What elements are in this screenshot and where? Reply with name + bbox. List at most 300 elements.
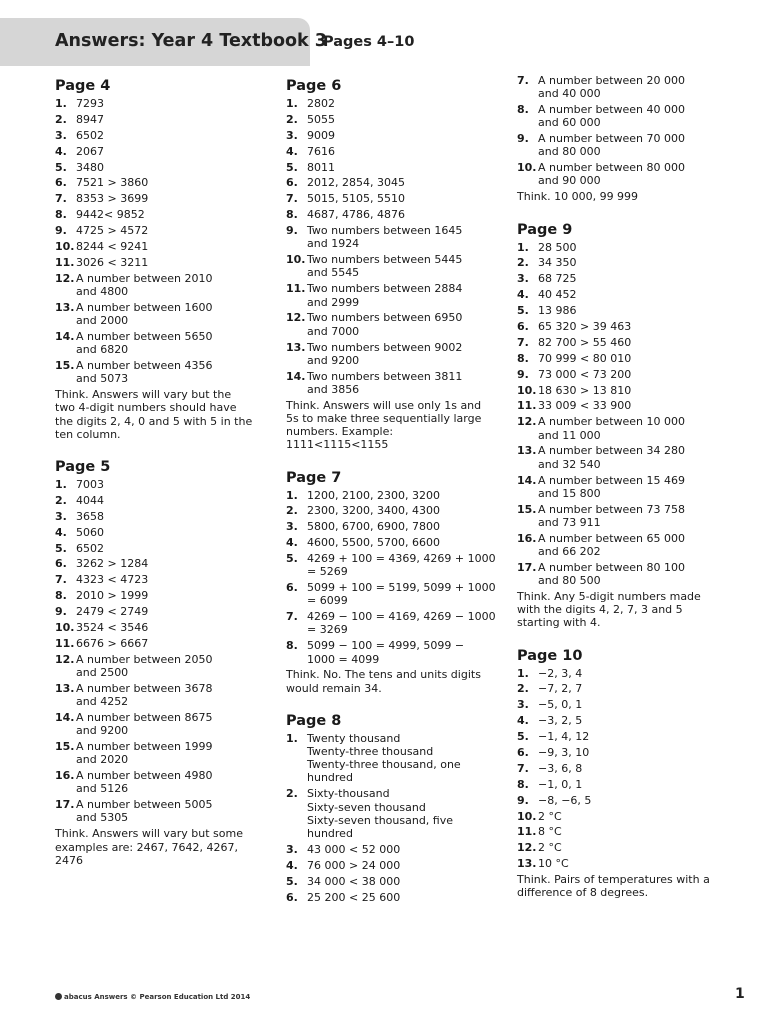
answer-text: −8, −6, 5: [538, 793, 592, 807]
answer-text: A number between 65 000 and 66 202: [538, 531, 686, 558]
answer-number: 8.: [55, 208, 67, 222]
answer-number: 2.: [55, 493, 67, 507]
answer-text: 82 700 > 55 460: [538, 335, 632, 349]
answer-item: [517, 103, 729, 129]
answer-section: [286, 76, 498, 452]
answer-number: 10.: [517, 383, 537, 397]
answer-text: 34 000 < 38 000: [307, 874, 401, 888]
answer-number: 5.: [517, 304, 529, 318]
answer-text: 70 999 < 80 010: [538, 351, 632, 365]
answer-item: [55, 605, 267, 618]
answer-item: [55, 256, 267, 269]
answer-number: 7.: [517, 335, 529, 349]
answer-item: [55, 557, 267, 570]
answer-text: 8 °C: [538, 825, 562, 839]
answer-item: [55, 653, 267, 679]
answer-number: 9.: [517, 132, 529, 146]
answer-text: A number between 10 000 and 11 000: [538, 415, 686, 442]
answer-number: 14.: [55, 710, 75, 724]
answer-number: 12.: [55, 271, 75, 285]
answer-item: [55, 589, 267, 602]
answer-text: 7616: [307, 144, 335, 158]
answer-number: 7.: [517, 74, 529, 87]
answer-text: 5055: [307, 112, 335, 126]
answer-item: [517, 132, 729, 158]
answer-item: [55, 478, 267, 491]
answer-text: A number between 40 000 and 60 000: [538, 103, 686, 130]
answer-item: [55, 113, 267, 126]
answer-item: [286, 489, 498, 502]
answer-number: 4.: [517, 288, 529, 302]
answer-text: 5060: [76, 525, 104, 539]
answer-text: 4687, 4786, 4876: [307, 208, 405, 222]
answer-item: [517, 320, 729, 333]
answer-number: 5.: [55, 160, 67, 174]
answer-number: 7.: [55, 573, 67, 587]
answer-item: [517, 304, 729, 317]
answer-number: 11.: [55, 255, 75, 269]
answer-number: 4.: [55, 144, 67, 158]
answer-number: 9.: [55, 224, 67, 238]
answer-number: 8.: [517, 103, 529, 117]
answer-number: 1.: [286, 488, 298, 502]
answer-text: −9, 3, 10: [538, 746, 590, 759]
answer-number: 9.: [517, 793, 529, 807]
answer-number: 6.: [517, 746, 529, 759]
answer-number: 4.: [286, 536, 298, 550]
answer-column-1: [55, 74, 267, 883]
answer-number: 1.: [55, 477, 67, 491]
answer-number: 3.: [55, 128, 67, 142]
answer-text: 2479 < 2749: [76, 605, 149, 619]
answer-text: A number between 4980 and 5126: [76, 769, 213, 796]
answer-number: 6.: [517, 320, 529, 334]
answer-text: 3524 < 3546: [76, 621, 149, 634]
think-note: Think. Answers will vary but the two 4-digit numbers should have the digits 2, 4, 0 and 5 with 5 in the ten column.: [55, 388, 253, 441]
answer-item: [517, 161, 729, 187]
answer-text: −3, 2, 5: [538, 714, 583, 728]
answer-text: 4044: [76, 493, 104, 507]
abacus-logo-icon: [55, 993, 62, 1000]
answer-text: 5015, 5105, 5510: [307, 192, 405, 206]
answer-item: [286, 113, 498, 126]
answer-number: 10.: [286, 253, 306, 267]
answer-text: 5099 − 100 = 4999, 5099 − 1000 = 4099: [307, 639, 465, 666]
answer-number: 5.: [286, 874, 298, 888]
answer-number: 12.: [286, 311, 306, 325]
answer-number: 1.: [55, 97, 67, 110]
answer-number: 7.: [517, 761, 529, 775]
answer-text: −1, 4, 12: [538, 730, 590, 744]
answer-text: A number between 73 758 and 73 911: [538, 502, 686, 529]
answer-item: [55, 224, 267, 237]
answer-number: 17.: [517, 560, 537, 574]
answer-number: 8.: [517, 351, 529, 365]
answer-number: 12.: [55, 652, 75, 666]
answer-number: 9.: [55, 605, 67, 619]
answer-item: [55, 330, 267, 356]
answer-item: [517, 762, 729, 775]
answer-item: [286, 639, 498, 665]
answer-item: [55, 145, 267, 158]
answer-item: [55, 208, 267, 221]
answer-item: [517, 256, 729, 269]
answer-number: 6.: [286, 890, 298, 904]
answer-text: 68 725: [538, 272, 577, 286]
answer-number: 11.: [517, 399, 537, 413]
answer-item: [55, 240, 267, 253]
answer-text: 1200, 2100, 2300, 3200: [307, 488, 440, 502]
answer-number: 3.: [286, 520, 298, 534]
answer-item: [55, 161, 267, 174]
answer-text: 2802: [307, 97, 335, 110]
answer-text: 3658: [76, 509, 104, 523]
answer-item: [286, 552, 498, 578]
answer-item: [55, 573, 267, 586]
answer-text: Two numbers between 3811 and 3856: [307, 369, 463, 396]
answer-item: [55, 494, 267, 507]
section-title: Page 10: [517, 647, 583, 664]
answer-item: [55, 129, 267, 142]
answer-text: A number between 2010 and 4800: [76, 271, 213, 298]
answer-item: [55, 301, 267, 327]
answer-item: [286, 787, 498, 840]
answer-item: [55, 526, 267, 539]
answer-item: [286, 282, 498, 308]
answer-number: 12.: [517, 841, 537, 855]
answer-item: [286, 536, 498, 549]
answer-text: 8353 > 3699: [76, 192, 149, 206]
answer-item: [55, 176, 267, 189]
think-note: Think. 10 000, 99 999: [517, 190, 639, 204]
answer-text: A number between 4356 and 5073: [76, 359, 213, 386]
answer-text: A number between 80 100 and 80 500: [538, 560, 686, 588]
answer-item: [55, 97, 267, 110]
answer-item: [517, 794, 729, 807]
section-title: Page 8: [286, 712, 342, 729]
think-note: Think. Any 5-digit numbers made with the digits 4, 2, 7, 3 and 5 starting with 4.: [517, 589, 701, 630]
section-title: Page 9: [517, 221, 573, 238]
think-note: Think. Pairs of temperatures with a difference of 8 degrees.: [517, 873, 710, 900]
answer-text: 2300, 3200, 3400, 4300: [307, 504, 440, 518]
answer-text: 8244 < 9241: [76, 240, 149, 254]
answer-number: 10.: [517, 809, 537, 823]
answer-number: 3.: [55, 509, 67, 523]
answer-number: 10.: [517, 161, 537, 175]
answer-text: 73 000 < 73 200: [538, 367, 632, 381]
answer-text: A number between 2050 and 2500: [76, 652, 213, 679]
answer-item: [517, 841, 729, 854]
answer-item: [286, 253, 498, 279]
answer-text: 43 000 < 52 000: [307, 842, 401, 856]
answer-text: 8947: [76, 112, 104, 126]
answer-text: A number between 1600 and 2000: [76, 300, 213, 328]
answer-text: 2 °C: [538, 809, 562, 823]
answer-item: [286, 161, 498, 174]
answer-text: 5099 + 100 = 5199, 5099 + 1000 = 6099: [307, 581, 496, 608]
answer-text: 4323 < 4723: [76, 573, 149, 587]
answer-text: A number between 15 469 and 15 800: [538, 473, 686, 500]
answer-text: A number between 20 000 and 40 000: [538, 74, 686, 101]
answer-item: [286, 875, 498, 888]
answer-number: 7.: [286, 192, 298, 206]
answer-number: 6.: [55, 557, 67, 571]
answer-item: [517, 368, 729, 381]
answer-item: [517, 778, 729, 791]
answer-number: 11.: [286, 282, 306, 296]
answer-item: [517, 825, 729, 838]
answer-section: [517, 646, 729, 900]
answer-item: [286, 129, 498, 142]
answer-item: [55, 621, 267, 634]
answer-number: 16.: [55, 769, 75, 783]
answer-item: [286, 891, 498, 904]
answer-text: Two numbers between 5445 and 5545: [307, 253, 463, 280]
answer-text: 7293: [76, 97, 104, 110]
answer-item: [517, 474, 729, 500]
answer-item: [55, 359, 267, 385]
answer-text: 65 320 > 39 463: [538, 320, 632, 334]
answer-number: 2.: [286, 787, 298, 801]
answer-item: [517, 698, 729, 711]
answer-item: [286, 520, 498, 533]
answer-text: 6676 > 6667: [76, 636, 149, 650]
answer-number: 13.: [517, 444, 537, 458]
answer-number: 7.: [286, 610, 298, 624]
answer-item: [517, 503, 729, 529]
answer-number: 5.: [286, 552, 298, 566]
answer-text: 28 500: [538, 240, 577, 254]
answer-text: 7521 > 3860: [76, 176, 149, 190]
answer-number: 15.: [517, 502, 537, 516]
answer-text: 9009: [307, 128, 335, 142]
answer-item: [517, 532, 729, 558]
answer-number: 3.: [286, 128, 298, 142]
answer-number: 6.: [55, 176, 67, 190]
answer-text: A number between 5005 and 5305: [76, 798, 213, 825]
answer-number: 13.: [517, 857, 537, 871]
answer-item: [517, 730, 729, 743]
answer-text: 2067: [76, 144, 104, 158]
answer-number: 14.: [286, 369, 306, 383]
answer-text: 25 200 < 25 600: [307, 890, 401, 904]
answer-number: 4.: [286, 144, 298, 158]
answer-section: [517, 220, 729, 630]
answer-number: 11.: [55, 636, 75, 650]
page-range: Pages 4–10: [323, 34, 415, 50]
answer-section: [55, 457, 267, 867]
answer-number: 4.: [286, 858, 298, 872]
answer-text: −7, 2, 7: [538, 682, 583, 696]
answer-text: 4269 + 100 = 4369, 4269 + 1000 = 5269: [307, 552, 496, 579]
answer-text: Two numbers between 1645 and 1924: [307, 224, 463, 251]
answer-text: 4269 − 100 = 4169, 4269 − 1000 = 3269: [307, 610, 496, 637]
footer-brand: abacus: [64, 993, 92, 1001]
footer: [55, 993, 250, 1001]
answer-text: 2012, 2854, 3045: [307, 176, 405, 190]
answer-text: 13 986: [538, 304, 577, 318]
section-title: Page 4: [55, 78, 111, 94]
answer-item: [55, 192, 267, 205]
answer-number: 3.: [517, 272, 529, 286]
answer-item: [517, 746, 729, 759]
answer-item: [286, 176, 498, 189]
answer-text: 4600, 5500, 5700, 6600: [307, 536, 440, 550]
answer-number: 2.: [286, 112, 298, 126]
answer-item: [55, 798, 267, 824]
answer-item: [517, 415, 729, 441]
answer-number: 17.: [55, 798, 75, 812]
section-title: Page 6: [286, 78, 342, 94]
answer-text: 9442< 9852: [76, 208, 145, 222]
answer-number: 3.: [286, 842, 298, 856]
answer-item: [286, 97, 498, 110]
answer-text: Two numbers between 2884 and 2999: [307, 282, 463, 309]
answer-text: 5800, 6700, 6900, 7800: [307, 520, 440, 534]
answer-number: 15.: [55, 740, 75, 754]
answer-item: [55, 740, 267, 766]
answer-item: [55, 510, 267, 523]
answer-number: 3.: [517, 698, 529, 712]
answer-text: 40 452: [538, 288, 577, 302]
answer-number: 4.: [517, 714, 529, 728]
answer-number: 1.: [517, 240, 529, 254]
answer-text: Twenty thousand Twenty-three thousand Twenty-three thousand, one hundred: [307, 731, 461, 785]
answer-item: [517, 714, 729, 727]
answer-number: 15.: [55, 359, 75, 373]
answer-text: 18 630 > 13 810: [538, 383, 632, 397]
answer-number: 14.: [517, 473, 537, 487]
answer-item: [517, 336, 729, 349]
answer-number: 8.: [286, 639, 298, 653]
answer-number: 6.: [286, 581, 298, 595]
answer-number: 1.: [286, 97, 298, 110]
footer-copyright: Answers © Pearson Education Ltd 2014: [94, 993, 251, 1001]
answer-section: [286, 711, 498, 904]
answer-number: 4.: [55, 525, 67, 539]
answer-text: A number between 3678 and 4252: [76, 681, 213, 709]
think-note: Think. Answers will use only 1s and 5s to make three sequentially large numbers. Example: 1111<1115<1155: [286, 398, 482, 452]
answer-item: [517, 241, 729, 254]
page-title: Answers: Year 4 Textbook 3: [55, 31, 327, 51]
answer-number: 1.: [286, 731, 298, 745]
answer-item: [517, 399, 729, 412]
answer-number: 16.: [517, 531, 537, 545]
answer-number: 13.: [286, 340, 306, 354]
answer-item: [286, 208, 498, 221]
answer-text: 6502: [76, 541, 104, 555]
answer-item: [517, 272, 729, 285]
answer-number: 13.: [55, 681, 75, 695]
answer-item: [55, 272, 267, 298]
answer-number: 2.: [517, 682, 529, 696]
answer-text: −5, 0, 1: [538, 698, 583, 712]
answer-number: 9.: [286, 224, 298, 238]
answer-item: [286, 581, 498, 607]
answer-section: [517, 74, 729, 204]
answer-item: [286, 311, 498, 337]
answer-item: [55, 542, 267, 555]
answer-number: 11.: [517, 825, 537, 839]
answer-section: [55, 76, 267, 441]
answer-text: A number between 80 000 and 90 000: [538, 161, 686, 188]
answer-text: 2010 > 1999: [76, 589, 149, 603]
answer-text: 10 °C: [538, 857, 569, 871]
answer-number: 12.: [517, 415, 537, 429]
answer-text: A number between 5650 and 6820: [76, 329, 213, 357]
answer-text: 7003: [76, 477, 104, 491]
answer-item: [55, 711, 267, 737]
answer-number: 2.: [517, 256, 529, 270]
answer-item: [286, 504, 498, 517]
answer-text: A number between 34 280 and 32 540: [538, 444, 686, 471]
answer-item: [517, 384, 729, 397]
answer-item: [286, 843, 498, 856]
answer-item: [286, 859, 498, 872]
answer-number: 9.: [517, 367, 529, 381]
answer-number: 10.: [55, 240, 75, 254]
answer-text: 3026 < 3211: [76, 255, 149, 269]
answer-number: 14.: [55, 329, 75, 343]
answer-item: [517, 288, 729, 301]
answer-number: 2.: [286, 504, 298, 518]
answer-item: [55, 682, 267, 708]
answer-item: [55, 769, 267, 795]
answer-number: 5.: [55, 541, 67, 555]
think-note: Think. No. The tens and units digits would remain 34.: [286, 668, 481, 695]
answer-item: [286, 370, 498, 396]
answer-number: 8.: [517, 777, 529, 791]
answer-text: 4725 > 4572: [76, 224, 149, 238]
answer-number: 5.: [286, 160, 298, 174]
answer-item: [517, 561, 729, 587]
answer-number: 5.: [517, 730, 529, 744]
answer-text: −1, 0, 1: [538, 777, 583, 791]
section-title: Page 5: [55, 458, 111, 475]
answer-text: 8011: [307, 160, 335, 174]
answer-text: 76 000 > 24 000: [307, 858, 401, 872]
answer-item: [517, 444, 729, 470]
answer-item: [286, 610, 498, 636]
section-title: Page 7: [286, 469, 342, 486]
answer-text: A number between 70 000 and 80 000: [538, 132, 686, 159]
answer-column-2: [286, 74, 498, 920]
answer-text: Two numbers between 9002 and 9200: [307, 340, 463, 367]
answer-number: 8.: [286, 208, 298, 222]
answer-text: 33 009 < 33 900: [538, 399, 632, 413]
answer-text: A number between 8675 and 9200: [76, 710, 213, 738]
answer-number: 8.: [55, 589, 67, 603]
page-number: 1: [735, 986, 745, 1002]
answer-item: [517, 810, 729, 823]
answer-item: [286, 145, 498, 158]
answer-number: 6.: [286, 176, 298, 190]
answer-text: 2 °C: [538, 841, 562, 855]
answer-item: [286, 341, 498, 367]
answer-text: 3480: [76, 160, 104, 174]
answer-item: [517, 857, 729, 870]
answer-text: 3262 > 1284: [76, 557, 149, 571]
answer-item: [286, 192, 498, 205]
answer-item: [286, 732, 498, 785]
answer-number: 2.: [55, 112, 67, 126]
answer-item: [286, 224, 498, 250]
answer-item: [517, 352, 729, 365]
answer-item: [55, 637, 267, 650]
think-note: Think. Answers will vary but some examples are: 2467, 7642, 4267, 2476: [55, 827, 243, 867]
answer-text: 6502: [76, 128, 104, 142]
answer-text: 34 350: [538, 256, 577, 270]
